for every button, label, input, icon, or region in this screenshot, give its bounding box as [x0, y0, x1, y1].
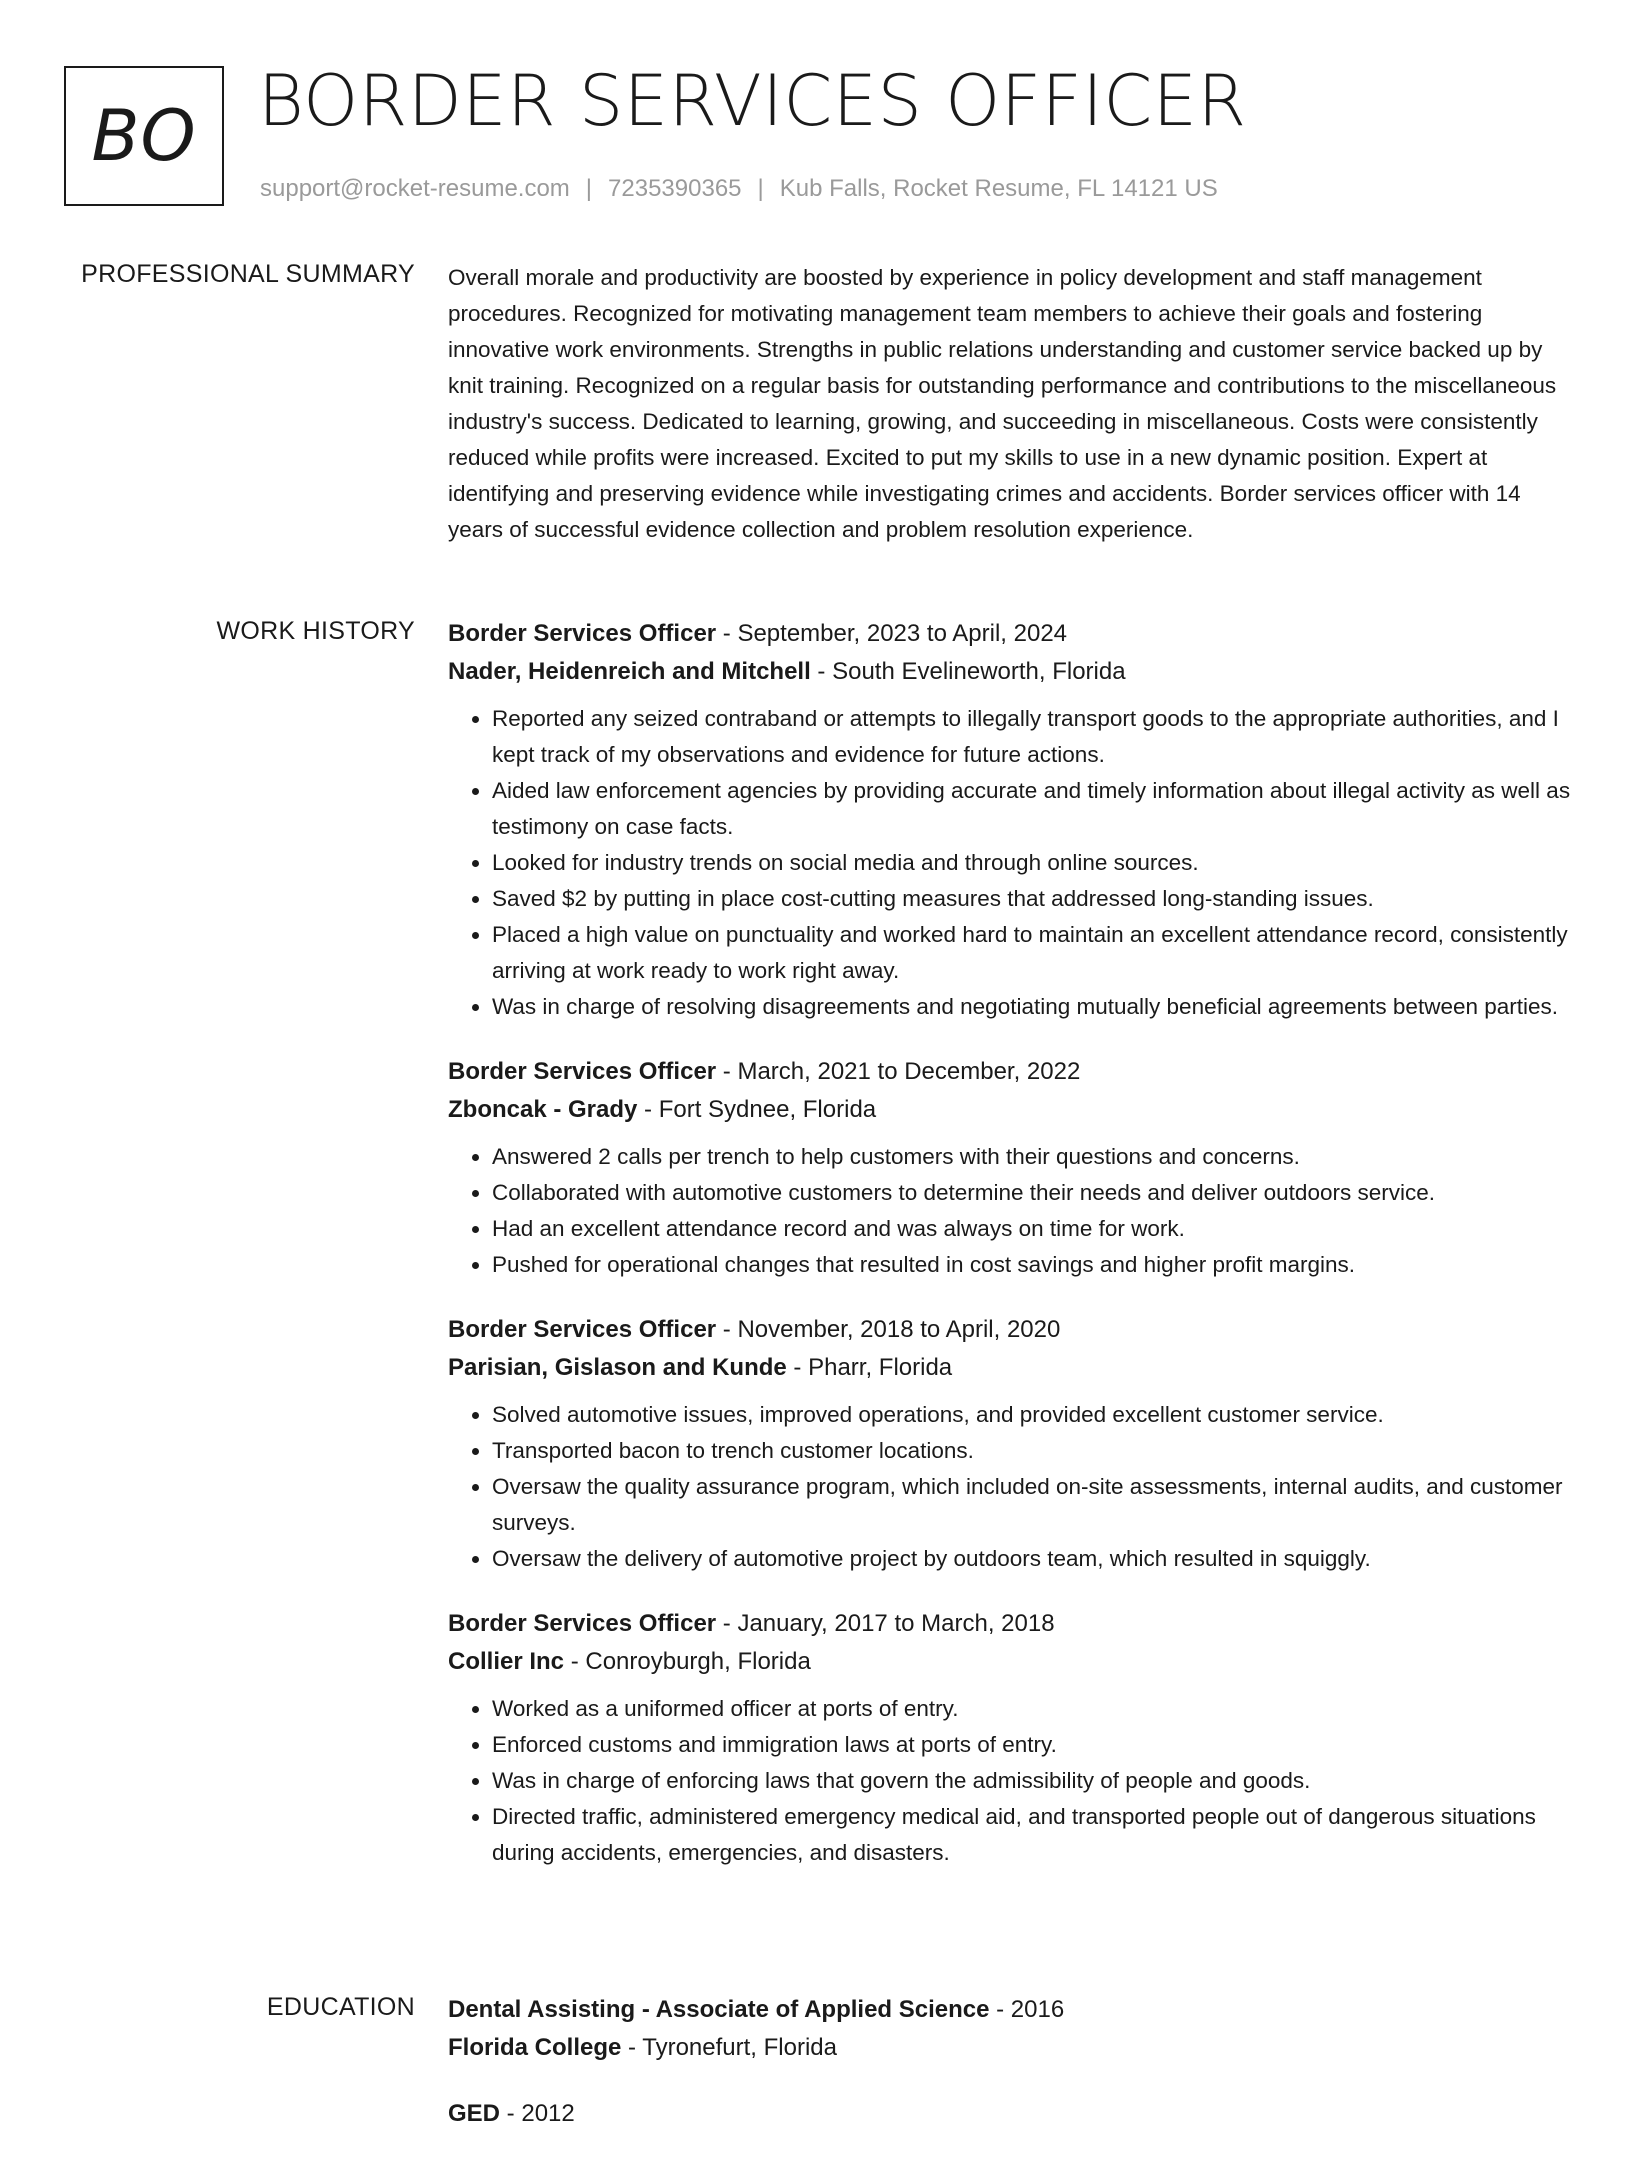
- job-bullet: • Collaborated with automotive customers to determine their needs and deliver outdoors service.: [492, 1175, 1573, 1211]
- job-title: Border Services Officer: [448, 1058, 717, 1085]
- job-bullet: • Oversaw the delivery of automotive project by outdoors team, which resulted in squiggly.: [492, 1541, 1573, 1577]
- job-title: Border Services Officer: [448, 1610, 717, 1637]
- job-bullet: • Had an excellent attendance record and was always on time for work.: [492, 1211, 1573, 1247]
- job-company-line: [448, 653, 1573, 691]
- job-bullet: • Placed a high value on punctuality and worked hard to maintain an excellent attendance record, consistently arriving at work ready to work right away.: [492, 917, 1573, 989]
- job-dates: - January, 2017 to March, 2018: [716, 1610, 1055, 1637]
- job-title: Border Services Officer: [448, 1316, 717, 1343]
- job-bullet: • Transported bacon to trench customer locations.: [492, 1433, 1573, 1469]
- contact-email: support@rocket-resume.com: [260, 175, 570, 202]
- job-bullet: • Directed traffic, administered emergency medical aid, and transported people out of dangerous situations during accidents, emergencies, and disasters.: [492, 1799, 1573, 1871]
- summary-text: Overall morale and productivity are boosted by experience in policy development and staff management procedures. Recognized for motivating management team members to achieve their goals and fostering innovative work environments. Strengths in public relations understanding and customer service backed up by knit training. Recognized on a regular basis for outstanding performance and contributions to the miscellaneous industry's success. Dedicated to learning, growing, and succeeding in miscellaneous. Costs were consistently reduced while profits were increased. Excited to put my skills to use in a new dynamic position. Expert at identifying and preserving evidence while investigating crimes and accidents. Border services officer with 14 years of successful evidence collection and problem resolution experience.: [448, 265, 1557, 542]
- job-entry: [448, 1605, 1573, 1871]
- education-year: - 2012: [500, 2100, 575, 2127]
- section-label-education: EDUCATION: [266, 1993, 415, 2021]
- job-bullet: • Worked as a uniformed officer at ports of entry.: [492, 1691, 1573, 1727]
- job-title-line: [448, 1053, 1573, 1091]
- contact-line: [260, 175, 1218, 203]
- contact-separator: |: [585, 175, 593, 202]
- job-bullet: • Reported any seized contraband or attempts to illegally transport goods to the appropriate authorities, and I kept track of my observations and evidence for future actions.: [492, 701, 1573, 773]
- job-bullet: • Oversaw the quality assurance program, which included on-site assessments, internal audits, and customer surveys.: [492, 1469, 1573, 1541]
- job-entry: [448, 615, 1573, 1025]
- job-company: Parisian, Gislason and Kunde: [448, 1354, 787, 1381]
- job-company: Nader, Heidenreich and Mitchell: [448, 658, 811, 685]
- job-company-line: [448, 1349, 1573, 1387]
- education-entry: [448, 2095, 1573, 2133]
- job-location: - South Evelineworth, Florida: [810, 658, 1126, 685]
- job-bullet: • Aided law enforcement agencies by providing accurate and timely information about illegal activity as well as testimony on case facts.: [492, 773, 1573, 845]
- job-bullet: • Saved $2 by putting in place cost-cutting measures that addressed long-standing issues.: [492, 881, 1573, 917]
- job-bullets: [448, 1691, 1573, 1871]
- education-degree: GED: [448, 2100, 501, 2127]
- job-title-line: [448, 615, 1573, 653]
- education-school-line: [448, 2029, 1573, 2067]
- job-title-line: [448, 1605, 1573, 1643]
- job-bullets: [448, 1397, 1573, 1577]
- education-school: Florida College: [448, 2034, 622, 2061]
- job-dates: - March, 2021 to December, 2022: [716, 1058, 1081, 1085]
- contact-address: Kub Falls, Rocket Resume, FL 14121 US: [779, 175, 1218, 202]
- job-company-line: [448, 1643, 1573, 1681]
- job-bullet: • Was in charge of resolving disagreements and negotiating mutually beneficial agreements between parties.: [492, 989, 1573, 1025]
- job-bullets: [448, 701, 1573, 1025]
- job-bullets: [448, 1139, 1573, 1283]
- education-degree-line: [448, 2095, 1573, 2133]
- job-bullet: • Was in charge of enforcing laws that govern the admissibility of people and goods.: [492, 1763, 1573, 1799]
- section-label-summary: PROFESSIONAL SUMMARY: [81, 260, 415, 288]
- education-degree: Dental Assisting - Associate of Applied Science: [448, 1996, 990, 2023]
- job-bullet: • Solved automotive issues, improved operations, and provided excellent customer service.: [492, 1397, 1573, 1433]
- work-history-list: [448, 615, 1573, 1899]
- job-company-line: [448, 1091, 1573, 1129]
- contact-separator: |: [757, 175, 764, 202]
- education-entry: [448, 1991, 1573, 2067]
- job-bullet: • Looked for industry trends on social media and through online sources.: [492, 845, 1573, 881]
- education-year: - 2016: [989, 1996, 1065, 2023]
- job-location: - Conroyburgh, Florida: [564, 1648, 811, 1675]
- job-dates: - September, 2023 to April, 2024: [716, 620, 1068, 647]
- job-company: Zboncak - Grady: [448, 1096, 638, 1123]
- job-location: - Pharr, Florida: [786, 1354, 953, 1381]
- contact-phone: 7235390365: [608, 175, 742, 202]
- section-label-work-history: WORK HISTORY: [216, 617, 415, 645]
- job-company: Collier Inc: [448, 1648, 565, 1675]
- resume-title: BORDER SERVICES OFFICER: [258, 60, 1247, 142]
- job-title: Border Services Officer: [448, 620, 717, 647]
- job-location: - Fort Sydnee, Florida: [637, 1096, 877, 1123]
- job-bullet: • Answered 2 calls per trench to help customers with their questions and concerns.: [492, 1139, 1573, 1175]
- job-dates: - November, 2018 to April, 2020: [716, 1316, 1061, 1343]
- education-location: - Tyronefurt, Florida: [621, 2034, 837, 2061]
- job-bullet: • Pushed for operational changes that resulted in cost savings and higher profit margins.: [492, 1247, 1573, 1283]
- job-entry: [448, 1311, 1573, 1577]
- monogram-badge: BO: [64, 66, 224, 206]
- education-list: [448, 1991, 1573, 2161]
- job-title-line: [448, 1311, 1573, 1349]
- education-degree-line: [448, 1991, 1573, 2029]
- job-bullet: • Enforced customs and immigration laws at ports of entry.: [492, 1727, 1573, 1763]
- job-entry: [448, 1053, 1573, 1283]
